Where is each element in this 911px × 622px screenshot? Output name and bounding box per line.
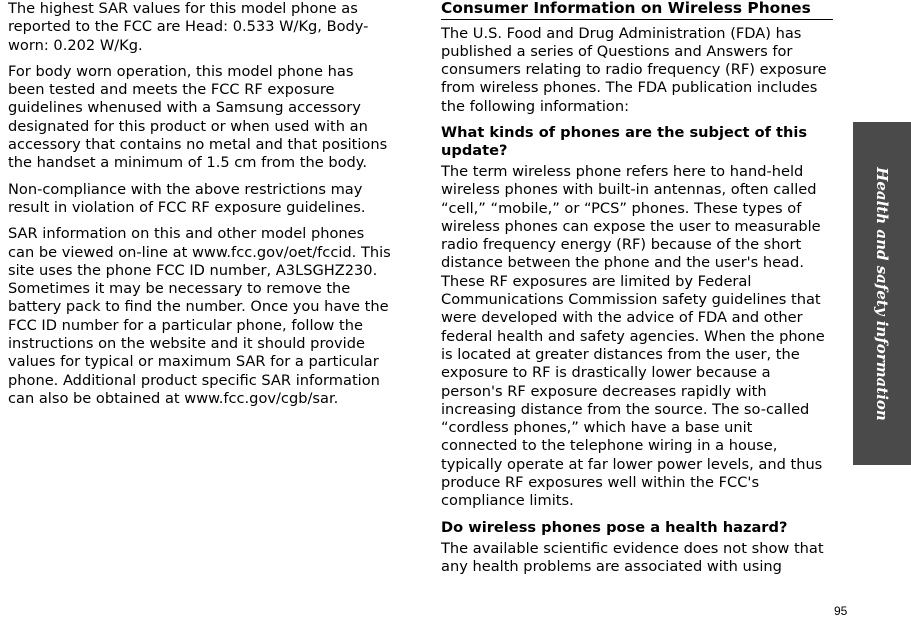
section-title: Consumer Information on Wireless Phones bbox=[441, 0, 833, 20]
paragraph-intro: The U.S. Food and Drug Administration (FDA) has published a series of Questions and Answers for consumers relating to radio frequency (RF) exposure from wireless phones. The FDA publication includes the following information: bbox=[441, 24, 827, 115]
paragraph-non-compliance: Non-compliance with the above restrictions may result in violation of FCC RF exposure guidelines. bbox=[8, 180, 366, 216]
answer-paragraph-2: The available scientific evidence does not show that any health problems are associated with using bbox=[441, 539, 824, 575]
paragraph-sar-values: The highest SAR values for this model phone as reported to the FCC are Head: 0.533 W/Kg, Body-worn: 0.202 W/Kg. bbox=[8, 0, 369, 54]
side-tab bbox=[853, 122, 911, 465]
page-number: 95 bbox=[834, 604, 848, 618]
side-tab-label: Health and safety information bbox=[873, 166, 891, 421]
paragraph-sar-information: SAR information on this and other model phones can be viewed on-line at www.fcc.gov/oet/fccid. This site uses the phone FCC ID number, A3LSGHZ230. Sometimes it may be necessary to remove the battery pack to find the number. Once you have the FCC ID number for a particular phone, follow the instructions on the website and it should provide values for typical or maximum SAR for a particular phone. Additional product specific SAR information can also be obtained at www.fcc.gov/cgb/sar. bbox=[8, 225, 391, 407]
paragraph-body-worn: For body worn operation, this model phone has been tested and meets the FCC RF exposure guidelines whenused with a Samsung accessory designated for this product or when used with an accessory that contains no metal and that positions the handset a minimum of 1.5 cm from the body. bbox=[8, 62, 388, 172]
left-column bbox=[8, 0, 394, 416]
right-column bbox=[441, 0, 833, 584]
question-heading-2: Do wireless phones pose a health hazard? bbox=[441, 518, 788, 536]
answer-paragraph-1: The term wireless phone refers here to hand-held wireless phones with built-in antennas, often called “cell,” “mobile,” or “PCS” phones. These types of wireless phones can expose the user to measurable radio frequency energy (RF) because of the short distance between the phone and the user's head. These RF exposures are limited by Federal Communications Commission safety guidelines that were developed with the advice of FDA and other federal health and safety agencies. When the phone is located at greater distances from the user, the exposure to RF is drastically lower because a person's RF exposure decreases rapidly with increasing distance from the source. The so-called “cordless phones,” which have a base unit connected to the telephone wiring in a house, typically operate at far lower power levels, and thus produce RF exposures well within the FCC's compliance limits. bbox=[441, 162, 825, 510]
question-heading-1: What kinds of phones are the subject of this update? bbox=[441, 123, 808, 159]
